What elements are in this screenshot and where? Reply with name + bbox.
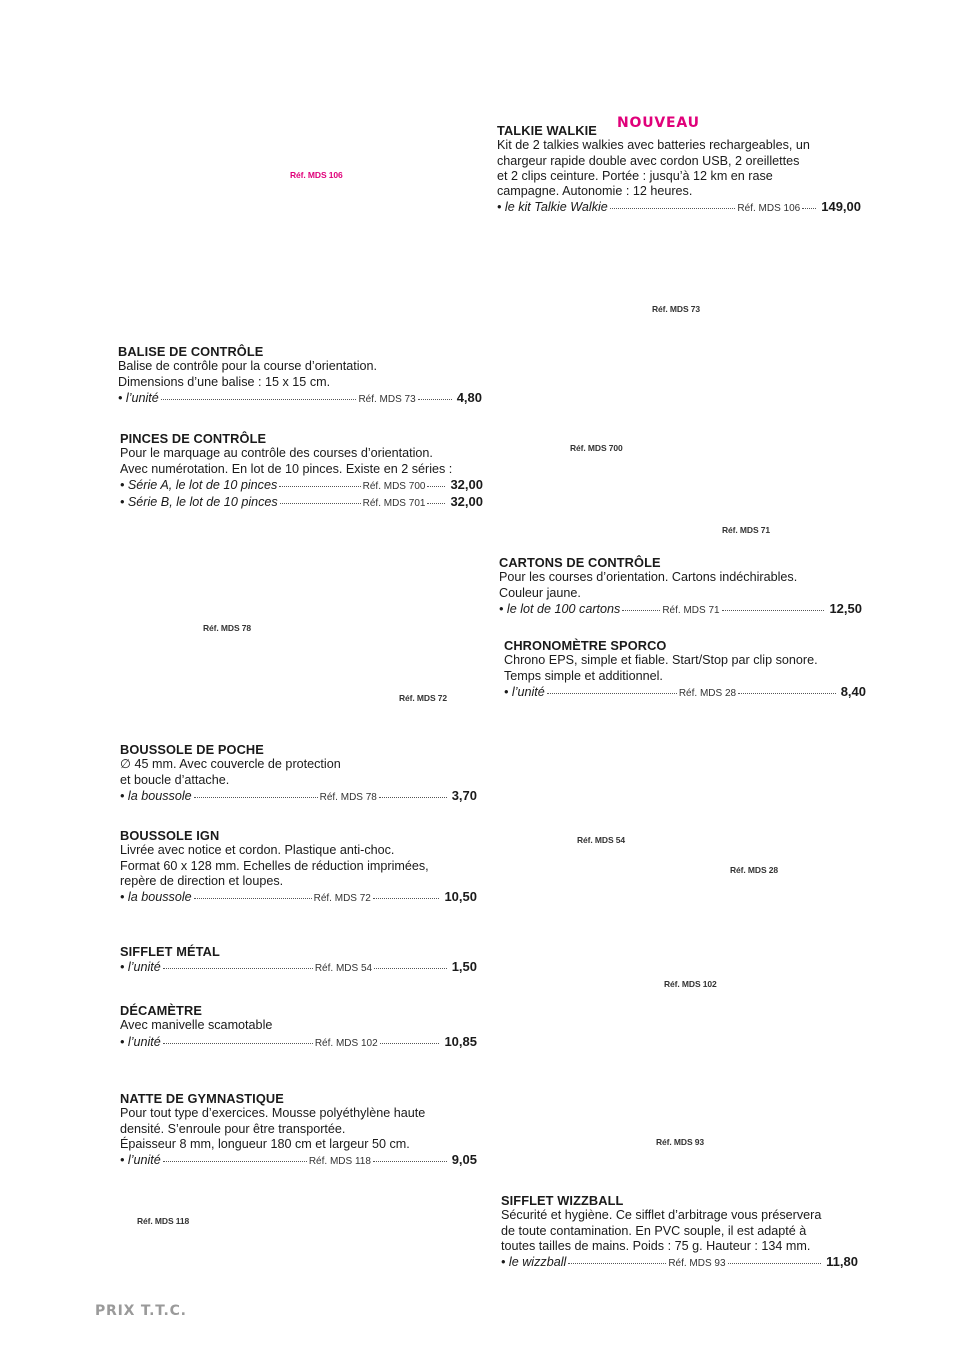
leader-dots [163, 1151, 307, 1162]
item-price: 12,50 [829, 600, 862, 616]
item-price: 3,70 [451, 787, 477, 803]
price-row [504, 684, 866, 701]
product-description: Kit de 2 talkies walkies avec batteries rechargeables, un chargeur rapide double avec cordon USB, 2 oreillettes et 2 clips ceinture. Portée : jusqu’à 12 km en rase campagne. Autonomie : 12 heures. [497, 138, 810, 199]
price-note-footer: PRIX T.T.C. [95, 1303, 187, 1319]
product-chrono [504, 638, 866, 701]
leader-dots [722, 600, 825, 611]
leader-dots [738, 683, 836, 694]
item-price: 10,50 [444, 889, 477, 905]
product-description: Avec manivelle scamotable [120, 1018, 273, 1033]
product-boussole-poche [120, 742, 477, 805]
item-label: • Série B, le lot de 10 pinces [120, 495, 278, 510]
item-price: 32,00 [450, 494, 483, 510]
leader-dots [374, 958, 447, 969]
price-row [120, 889, 477, 906]
item-label: • la boussole [120, 890, 192, 905]
item-ref: Réf. MDS 72 [313, 893, 371, 905]
image-ref-mds93: Réf. MDS 93 [656, 1137, 705, 1147]
price-row [120, 959, 477, 976]
item-price: 9,05 [451, 1152, 477, 1168]
item-ref: Réf. MDS 93 [668, 1258, 726, 1270]
item-price: 149,00 [821, 199, 861, 215]
price-row [501, 1254, 858, 1271]
item-label: • l’unité [120, 1153, 161, 1168]
leader-dots [427, 493, 445, 504]
image-ref-mds71: Réf. MDS 71 [722, 525, 771, 535]
item-label: • le lot de 100 cartons [499, 601, 621, 616]
product-pinces [120, 431, 483, 511]
item-label: • l’unité [120, 1034, 161, 1049]
price-row [118, 390, 482, 407]
item-label: • la boussole [120, 788, 192, 803]
product-title: SIFFLET WIZZBALL [501, 1193, 624, 1208]
product-title: NATTE DE GYMNASTIQUE [120, 1091, 284, 1106]
leader-dots [547, 683, 677, 694]
image-ref-mds106: Réf. MDS 106 [290, 170, 343, 180]
product-title: BOUSSOLE DE POCHE [120, 742, 264, 757]
leader-dots [622, 600, 660, 611]
item-label: • Série A, le lot de 10 pinces [120, 477, 278, 492]
leader-dots [728, 1253, 822, 1264]
product-natte [120, 1091, 477, 1169]
item-label: • l’unité [118, 390, 159, 405]
item-ref: Réf. MDS 78 [319, 791, 377, 803]
price-row [120, 494, 483, 511]
price-row [497, 199, 861, 216]
price-row [120, 1034, 477, 1051]
product-description: Balise de contrôle pour la course d’orientation. Dimensions d’une balise : 15 x 15 cm. [118, 359, 378, 389]
leader-dots [161, 389, 357, 400]
item-price: 10,85 [444, 1033, 477, 1049]
item-ref: Réf. MDS 118 [308, 1156, 371, 1168]
product-description: Pour tout type d’exercices. Mousse polyéthylène haute densité. S’enroule pour être transportée. Épaisseur 8 mm, longueur 180 cm et largeur 50 cm. [120, 1106, 426, 1151]
product-cartons [499, 555, 862, 618]
product-description: Livrée avec notice et cordon. Plastique anti-choc. Format 60 x 128 mm. Echelles de réduction imprimées, repère de direction et loupes. [120, 843, 429, 888]
item-price: 11,80 [826, 1254, 858, 1270]
item-ref: Réf. MDS 700 [362, 480, 426, 492]
leader-dots [373, 888, 440, 899]
product-description: Sécurité et hygiène. Ce sifflet d’arbitrage vous préservera de toute contamination. En PVC souple, il est adapté à toutes tailles de mains. Poids : 75 g. Hauteur : 134 mm. [501, 1208, 822, 1253]
leader-dots [373, 1151, 447, 1162]
item-label: • le wizzball [501, 1255, 567, 1270]
price-row [120, 788, 477, 805]
item-label: • l’unité [120, 960, 161, 975]
product-wizzball [501, 1193, 858, 1271]
product-title: CHRONOMÈTRE SPORCO [504, 638, 667, 653]
image-ref-mds102: Réf. MDS 102 [664, 979, 717, 989]
product-title: BALISE DE CONTRÔLE [118, 344, 264, 359]
item-ref: Réf. MDS 28 [678, 687, 737, 699]
item-label: • l’unité [504, 684, 545, 699]
image-ref-mds700: Réf. MDS 700 [570, 443, 623, 453]
leader-dots [194, 888, 312, 899]
leader-dots [802, 198, 816, 209]
product-title: DÉCAMÈTRE [120, 1003, 202, 1018]
product-title: BOUSSOLE IGN [120, 828, 220, 843]
price-row [499, 601, 862, 618]
item-ref: Réf. MDS 73 [358, 393, 416, 405]
leader-dots [280, 493, 361, 504]
item-ref: Réf. MDS 102 [314, 1037, 378, 1049]
leader-dots [568, 1253, 666, 1264]
product-title: PINCES DE CONTRÔLE [120, 431, 267, 446]
item-ref: Réf. MDS 106 [737, 203, 801, 215]
item-price: 1,50 [451, 959, 477, 975]
leader-dots [163, 958, 313, 969]
item-ref: Réf. MDS 701 [362, 498, 426, 510]
product-balise [118, 344, 482, 407]
item-ref: Réf. MDS 71 [662, 604, 720, 616]
item-ref: Réf. MDS 54 [314, 963, 373, 975]
price-row [120, 477, 483, 494]
leader-dots [380, 1033, 440, 1044]
product-boussole-ign [120, 828, 477, 906]
product-title: TALKIE WALKIE [497, 123, 597, 138]
leader-dots [163, 1033, 313, 1044]
image-ref-mds28: Réf. MDS 28 [730, 865, 779, 875]
price-row [120, 1152, 477, 1169]
product-sifflet-metal [120, 944, 477, 977]
product-description: ∅ 45 mm. Avec couvercle de protection et boucle d’attache. [120, 757, 341, 787]
image-ref-mds118: Réf. MDS 118 [137, 1216, 190, 1226]
image-ref-mds78: Réf. MDS 78 [203, 623, 252, 633]
product-description: Pour le marquage au contrôle des courses d’orientation. Avec numérotation. En lot de 10 pinces. Existe en 2 séries : [120, 446, 453, 476]
product-description: Chrono EPS, simple et fiable. Start/Stop par clip sonore. Temps simple et additionnel. [504, 653, 818, 683]
leader-dots [279, 476, 360, 487]
item-label: • le kit Talkie Walkie [497, 200, 608, 215]
leader-dots [379, 787, 447, 798]
leader-dots [418, 389, 452, 400]
product-talkie-walkie [497, 123, 861, 217]
item-price: 32,00 [450, 476, 483, 492]
product-decametre [120, 1003, 477, 1051]
leader-dots [194, 787, 318, 798]
image-ref-mds72: Réf. MDS 72 [399, 693, 448, 703]
product-title: SIFFLET MÉTAL [120, 944, 220, 959]
leader-dots [610, 198, 736, 209]
image-ref-mds73: Réf. MDS 73 [652, 304, 701, 314]
product-description: Pour les courses d’orientation. Cartons indéchirables. Couleur jaune. [499, 570, 798, 600]
item-price: 4,80 [456, 389, 482, 405]
product-title: CARTONS DE CONTRÔLE [499, 555, 661, 570]
item-price: 8,40 [840, 683, 866, 699]
new-badge: NOUVEAU [617, 115, 700, 131]
leader-dots [427, 476, 445, 487]
image-ref-mds54: Réf. MDS 54 [577, 835, 626, 845]
